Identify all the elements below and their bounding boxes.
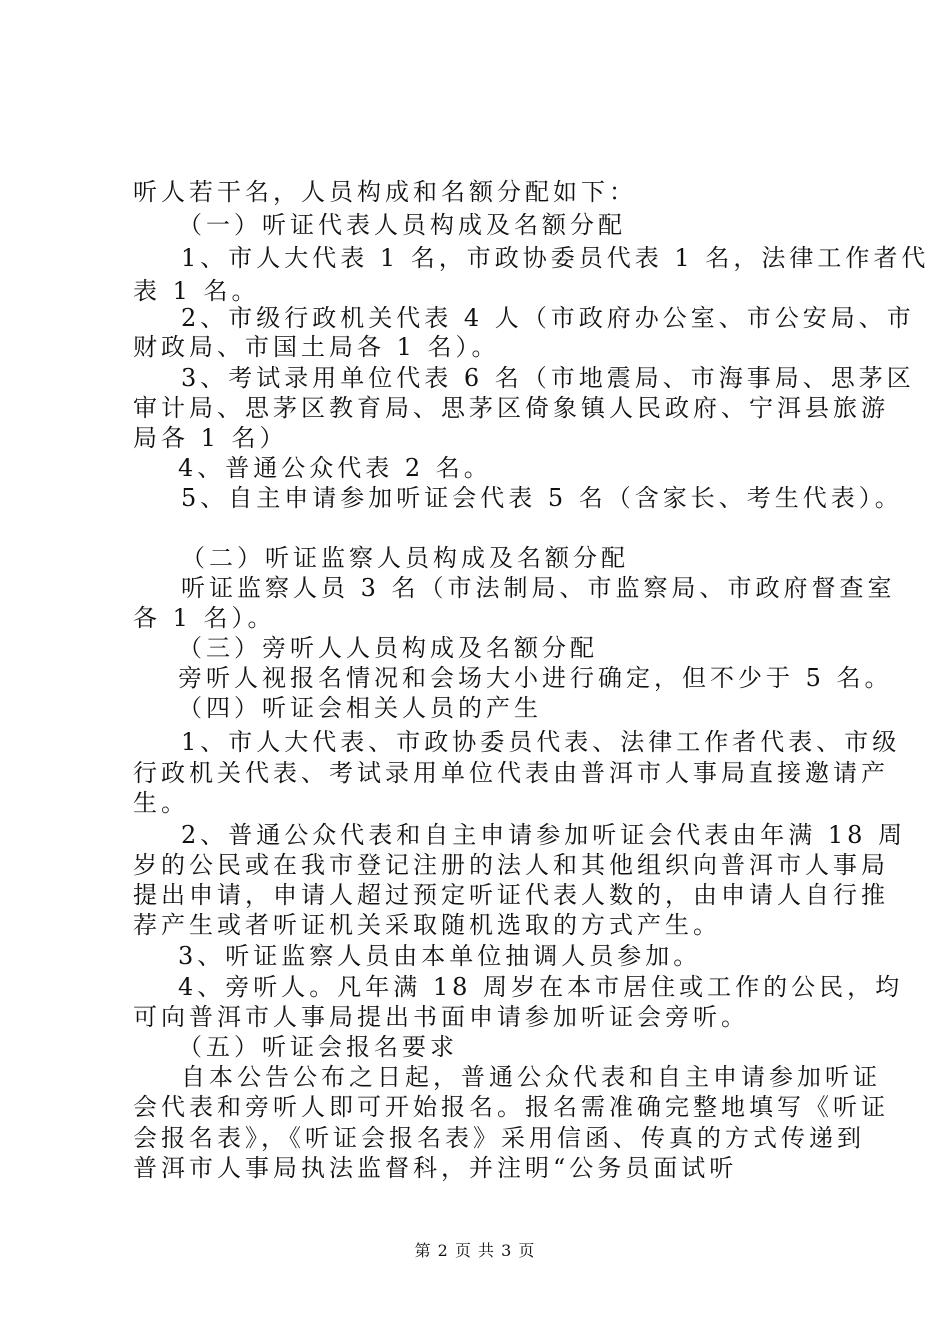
text-line: 1、市人大代表、市政协委员代表、法律工作者代表、市级 [181,728,901,756]
text-line: 3、考试录用单位代表 6 名（市地震局、市海事局、思茅区 [181,364,915,392]
text-line: 可向普洱市人事局提出书面申请参加听证会旁听。 [133,1003,749,1031]
text-line: 2、市级行政机关代表 4 人（市政府办公室、市公安局、市 [181,304,915,332]
section-heading: （二）听证监察人员构成及名额分配 [181,544,629,572]
text-line: 1、市人大代表 1 名，市政协委员代表 1 名，法律工作者代 [181,244,930,272]
text-line: 提出申请，申请人超过预定听证代表人数的，由申请人自行推 [133,881,889,909]
text-line: 行政机关代表、考试录用单位代表由普洱市人事局直接邀请产 [133,759,889,787]
text-line: 生。 [133,789,189,817]
text-line: 3、听证监察人员由本单位抽调人员参加。 [178,942,702,970]
text-line: 荐产生或者听证机关采取随机选取的方式产生。 [133,911,721,939]
text-line: 会代表和旁听人即可开始报名。报名需准确完整地填写《听证 [133,1093,889,1121]
text-line: 岁的公民或在我市登记注册的法人和其他组织向普洱市人事局 [133,851,889,879]
text-line: 自本公告公布之日起，普通公众代表和自主申请参加听证 [181,1063,881,1091]
page-number-footer: 第 2 页 共 3 页 [414,1241,536,1260]
section-heading: （四）听证会相关人员的产生 [178,694,542,722]
text-line: 各 1 名）。 [133,604,276,632]
text-line: 表 1 名。 [133,277,260,305]
text-line: 普洱市人事局执法监督科，并注明“公务员面试听 [133,1154,738,1182]
text-line: 听证监察人员 3 名（市法制局、市监察局、市政府督查室 [181,574,896,602]
section-heading: （五）听证会报名要求 [178,1033,458,1061]
text-line: 听人若干名，人员构成和名额分配如下： [133,178,637,206]
text-line: 局各 1 名） [133,424,288,452]
text-line: 5、自主申请参加听证会代表 5 名（含家长、考生代表）。 [181,484,903,512]
text-line: 财政局、市国土局各 1 名）。 [133,333,500,361]
text-line: 旁听人视报名情况和会场大小进行确定，但不少于 5 名。 [178,664,893,692]
text-line: 审计局、思茅区教育局、思茅区倚象镇人民政府、宁洱县旅游 [133,394,889,422]
text-line: 2、普通公众代表和自主申请参加听证会代表由年满 18 周 [181,821,907,849]
section-heading: （三）旁听人人员构成及名额分配 [178,634,598,662]
section-heading: （一）听证代表人员构成及名额分配 [178,211,626,239]
text-line: 会报名表》，《听证会报名表》采用信函、传真的方式传递到 [133,1124,865,1152]
text-line: 4、旁听人。凡年满 18 周岁在本市居住或工作的公民，均 [178,973,904,1001]
text-line: 4、普通公众代表 2 名。 [178,454,492,482]
